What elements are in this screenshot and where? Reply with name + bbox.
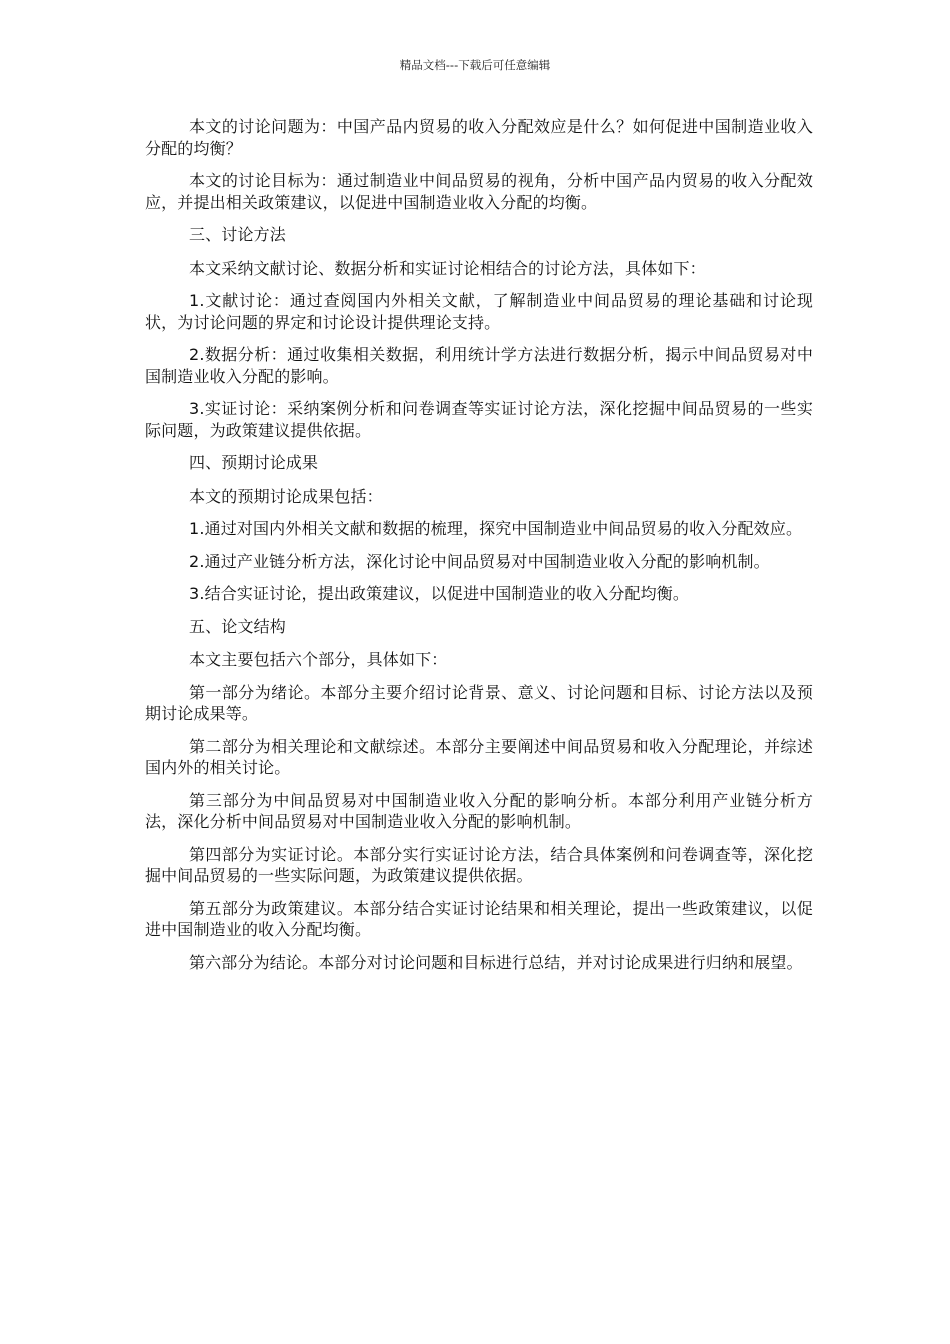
list-item-expected-3: 3.结合实证讨论，提出政策建议，以促进中国制造业的收入分配均衡。 <box>189 584 690 603</box>
list-item-literature: 1.文献讨论：通过查阅国内外相关文献，了解制造业中间品贸易的理论基础和讨论现状，为讨论问题的界定和讨论设计提供理论支持。 <box>145 291 813 332</box>
paragraph-part-2: 第二部分为相关理论和文献综述。本部分主要阐述中间品贸易和收入分配理论，并综述国内外的相关讨论。 <box>145 736 813 777</box>
paragraph-structure-intro: 本文主要包括六个部分，具体如下： <box>189 650 448 669</box>
page-header: 精品文档---下载后可任意编辑 <box>399 58 551 72</box>
section-heading-methods: 三、讨论方法 <box>189 225 286 244</box>
list-item-empirical: 3.实证讨论：采纳案例分析和问卷调查等实证讨论方法，深化挖掘中间品贸易的一些实际问题，为政策建议提供依据。 <box>145 399 813 440</box>
paragraph-part-4: 第四部分为实证讨论。本部分实行实证讨论方法，结合具体案例和问卷调查等，深化挖掘中间品贸易的一些实际问题，为政策建议提供依据。 <box>145 844 813 885</box>
paragraph-part-5: 第五部分为政策建议。本部分结合实证讨论结果和相关理论，提出一些政策建议，以促进中国制造业的收入分配均衡。 <box>145 898 813 939</box>
paragraph-methods-intro: 本文采纳文献讨论、数据分析和实证讨论相结合的讨论方法，具体如下： <box>189 258 706 278</box>
paragraph-part-3: 第三部分为中间品贸易对中国制造业收入分配的影响分析。本部分利用产业链分析方法，深化分析中间品贸易对中国制造业收入分配的影响机制。 <box>145 790 813 831</box>
paragraph-part-6: 第六部分为结论。本部分对讨论问题和目标进行总结，并对讨论成果进行归纳和展望。 <box>189 952 803 972</box>
document-body <box>145 116 813 984</box>
paragraph-research-goal: 本文的讨论目标为：通过制造业中间品贸易的视角，分析中国产品内贸易的收入分配效应，并提出相关政策建议，以促进中国制造业收入分配的均衡。 <box>145 171 813 212</box>
paragraph-part-1: 第一部分为绪论。本部分主要介绍讨论背景、意义、讨论问题和目标、讨论方法以及预期讨论成果等。 <box>145 682 813 723</box>
list-item-expected-1: 1.通过对国内外相关文献和数据的梳理，探究中国制造业中间品贸易的收入分配效应。 <box>189 519 803 538</box>
list-item-expected-2: 2.通过产业链分析方法，深化讨论中间品贸易对中国制造业收入分配的影响机制。 <box>189 551 770 571</box>
paragraph-research-question: 本文的讨论问题为：中国产品内贸易的收入分配效应是什么？如何促进中国制造业收入分配的均衡？ <box>145 117 813 158</box>
paragraph-expected-intro: 本文的预期讨论成果包括： <box>189 486 383 506</box>
list-item-data-analysis: 2.数据分析：通过收集相关数据，利用统计学方法进行数据分析，揭示中间品贸易对中国制造业收入分配的影响。 <box>145 345 813 386</box>
section-heading-expected-results: 四、预期讨论成果 <box>189 453 319 472</box>
section-heading-structure: 五、论文结构 <box>189 616 286 636</box>
